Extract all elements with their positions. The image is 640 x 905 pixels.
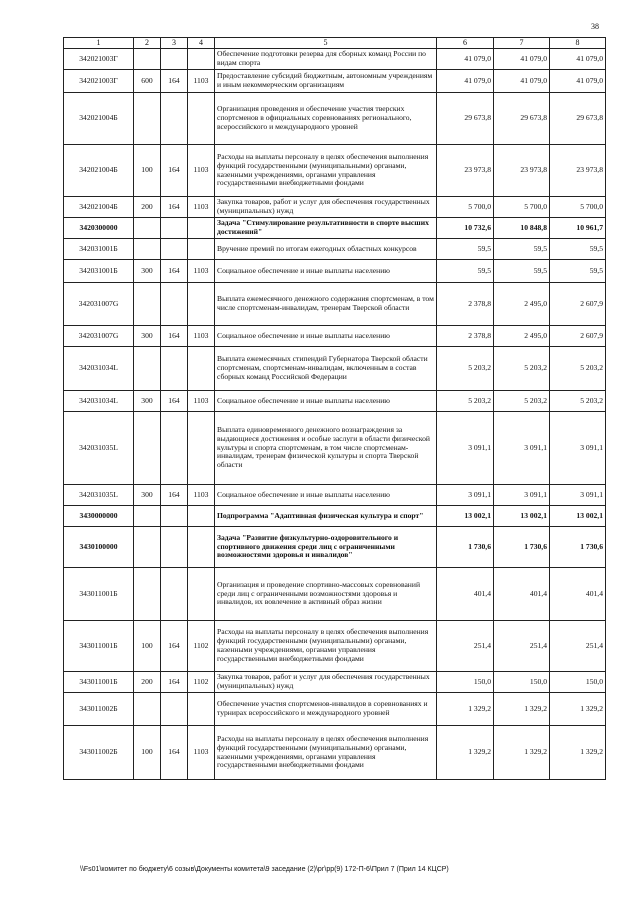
amount-year2-cell: 41 079,0 [494, 49, 550, 70]
amount-year2-cell: 1 329,2 [494, 726, 550, 780]
expense-type-cell: 200 [134, 672, 161, 693]
description-cell: Закупка товаров, работ и услуг для обеспечения государственных (муниципальных) нужд [215, 672, 437, 693]
header-cell: 5 [215, 38, 437, 49]
admin-code-cell: 164 [161, 391, 188, 412]
table-row [64, 621, 606, 672]
table-row [64, 412, 606, 485]
amount-year1-cell: 10 732,6 [437, 218, 494, 239]
section-cell: 1103 [188, 391, 215, 412]
table-row [64, 49, 606, 70]
table-row [64, 326, 606, 347]
expense-type-cell: 300 [134, 260, 161, 283]
amount-year3-cell: 2 607,9 [550, 326, 606, 347]
budget-code-cell: 342021003Г [64, 70, 134, 93]
admin-code-cell: 164 [161, 726, 188, 780]
section-cell: 1103 [188, 145, 215, 197]
expense-type-cell [134, 93, 161, 145]
header-cell: 2 [134, 38, 161, 49]
admin-code-cell [161, 49, 188, 70]
admin-code-cell [161, 93, 188, 145]
table-row [64, 485, 606, 506]
amount-year1-cell: 3 091,1 [437, 485, 494, 506]
header-cell: 8 [550, 38, 606, 49]
budget-code-cell: 342031034L [64, 391, 134, 412]
amount-year1-cell: 401,4 [437, 568, 494, 621]
description-cell: Обеспечение подготовки резерва для сборных команд России по видам спорта [215, 49, 437, 70]
amount-year2-cell: 41 079,0 [494, 70, 550, 93]
description-cell: Организация проведения и обеспечение участия тверских спортсменов в официальных соревнованиях регионального, всероссийского и международного уровней [215, 93, 437, 145]
description-cell: Социальное обеспечение и иные выплаты населению [215, 326, 437, 347]
amount-year3-cell: 41 079,0 [550, 70, 606, 93]
amount-year1-cell: 59,5 [437, 239, 494, 260]
table-body [64, 38, 606, 780]
amount-year2-cell: 29 673,8 [494, 93, 550, 145]
expense-type-cell: 100 [134, 726, 161, 780]
table-row [64, 391, 606, 412]
table-row [64, 506, 606, 527]
section-cell [188, 527, 215, 568]
amount-year3-cell: 1 730,6 [550, 527, 606, 568]
amount-year1-cell: 5 700,0 [437, 197, 494, 218]
admin-code-cell [161, 693, 188, 726]
amount-year1-cell: 5 203,2 [437, 347, 494, 391]
expense-type-cell [134, 218, 161, 239]
budget-code-cell: 342031034L [64, 347, 134, 391]
description-cell: Выплата ежемесячного денежного содержания спортсменам, в том числе спортсменам-инвалидам, тренерам Тверской области [215, 283, 437, 326]
budget-code-cell: 343011001Б [64, 672, 134, 693]
page-number: 38 [591, 22, 599, 31]
admin-code-cell [161, 239, 188, 260]
amount-year3-cell: 2 607,9 [550, 283, 606, 326]
amount-year2-cell: 59,5 [494, 239, 550, 260]
table-row [64, 70, 606, 93]
description-cell: Подпрограмма "Адаптивная физическая культура и спорт" [215, 506, 437, 527]
budget-code-cell: 342031001Б [64, 239, 134, 260]
budget-code-cell: 3430100000 [64, 527, 134, 568]
admin-code-cell: 164 [161, 70, 188, 93]
admin-code-cell [161, 412, 188, 485]
expense-type-cell [134, 412, 161, 485]
table-row [64, 218, 606, 239]
amount-year2-cell: 5 203,2 [494, 347, 550, 391]
budget-code-cell: 343011001Б [64, 621, 134, 672]
budget-code-cell: 342031035L [64, 485, 134, 506]
expense-type-cell: 600 [134, 70, 161, 93]
section-cell [188, 239, 215, 260]
expense-type-cell: 200 [134, 197, 161, 218]
table-row [64, 197, 606, 218]
amount-year2-cell: 3 091,1 [494, 485, 550, 506]
table-row [64, 527, 606, 568]
amount-year2-cell: 2 495,0 [494, 326, 550, 347]
description-cell: Предоставление субсидий бюджетным, автономным учреждениям и иным некоммерческим организациям [215, 70, 437, 93]
budget-code-cell: 343011002Б [64, 726, 134, 780]
section-cell: 1103 [188, 485, 215, 506]
expense-type-cell: 100 [134, 621, 161, 672]
description-cell: Задача "Развитие физкультурно-оздоровительного и спортивного движения среди лиц с ограниченными возможностями здоровья и инвалидов" [215, 527, 437, 568]
admin-code-cell: 164 [161, 197, 188, 218]
expense-type-cell: 300 [134, 391, 161, 412]
budget-table [63, 37, 606, 780]
description-cell: Задача "Стимулирование результативности в спорте высших достижений" [215, 218, 437, 239]
amount-year3-cell: 150,0 [550, 672, 606, 693]
expense-type-cell [134, 693, 161, 726]
amount-year3-cell: 10 961,7 [550, 218, 606, 239]
amount-year3-cell: 23 973,8 [550, 145, 606, 197]
amount-year2-cell: 1 329,2 [494, 693, 550, 726]
budget-code-cell: 342021004Б [64, 197, 134, 218]
expense-type-cell: 100 [134, 145, 161, 197]
admin-code-cell: 164 [161, 621, 188, 672]
amount-year1-cell: 2 378,8 [437, 283, 494, 326]
description-cell: Организация и проведение спортивно-массовых соревнований среди лиц с ограниченными возможностями здоровья и инвалидов, их вовлечение в активный образ жизни [215, 568, 437, 621]
expense-type-cell [134, 568, 161, 621]
expense-type-cell: 300 [134, 326, 161, 347]
budget-code-cell: 342021003Г [64, 49, 134, 70]
section-cell [188, 49, 215, 70]
amount-year1-cell: 23 973,8 [437, 145, 494, 197]
table-row [64, 283, 606, 326]
section-cell [188, 347, 215, 391]
amount-year2-cell: 401,4 [494, 568, 550, 621]
amount-year1-cell: 1 329,2 [437, 726, 494, 780]
amount-year2-cell: 150,0 [494, 672, 550, 693]
amount-year3-cell: 59,5 [550, 260, 606, 283]
budget-code-cell: 342031001Б [64, 260, 134, 283]
amount-year3-cell: 5 700,0 [550, 197, 606, 218]
amount-year2-cell: 23 973,8 [494, 145, 550, 197]
amount-year1-cell: 251,4 [437, 621, 494, 672]
description-cell: Выплата единовременного денежного вознаграждения за выдающиеся достижения и особые заслуги в области физической культуры и спорта спортсменам, в том числе спортсменам-инвалидам, тренерам физической культуры и спорта Тверской области [215, 412, 437, 485]
amount-year2-cell: 5 700,0 [494, 197, 550, 218]
description-cell: Обеспечение участия спортсменов-инвалидов в соревнованиях и турнирах всероссийского и международного уровней [215, 693, 437, 726]
budget-code-cell: 3430000000 [64, 506, 134, 527]
header-cell: 1 [64, 38, 134, 49]
amount-year3-cell: 401,4 [550, 568, 606, 621]
admin-code-cell: 164 [161, 260, 188, 283]
amount-year3-cell: 41 079,0 [550, 49, 606, 70]
amount-year3-cell: 5 203,2 [550, 391, 606, 412]
amount-year2-cell: 5 203,2 [494, 391, 550, 412]
table-header-row [64, 38, 606, 49]
amount-year1-cell: 1 730,6 [437, 527, 494, 568]
admin-code-cell [161, 506, 188, 527]
amount-year1-cell: 29 673,8 [437, 93, 494, 145]
section-cell: 1103 [188, 197, 215, 218]
budget-code-cell: 342021004Б [64, 145, 134, 197]
amount-year1-cell: 2 378,8 [437, 326, 494, 347]
amount-year1-cell: 41 079,0 [437, 49, 494, 70]
section-cell [188, 93, 215, 145]
section-cell: 1102 [188, 672, 215, 693]
budget-code-cell: 342031035L [64, 412, 134, 485]
budget-code-cell: 343011001Б [64, 568, 134, 621]
section-cell [188, 506, 215, 527]
amount-year3-cell: 251,4 [550, 621, 606, 672]
amount-year1-cell: 13 002,1 [437, 506, 494, 527]
expense-type-cell [134, 49, 161, 70]
section-cell [188, 412, 215, 485]
amount-year1-cell: 150,0 [437, 672, 494, 693]
section-cell: 1103 [188, 326, 215, 347]
amount-year3-cell: 1 329,2 [550, 726, 606, 780]
budget-code-cell: 343011002Б [64, 693, 134, 726]
description-cell: Расходы на выплаты персоналу в целях обеспечения выполнения функций государственными (муниципальными) органами, казенными учреждениями, органами управления государственными внебюджетными фондами [215, 621, 437, 672]
amount-year1-cell: 5 203,2 [437, 391, 494, 412]
admin-code-cell [161, 527, 188, 568]
description-cell: Социальное обеспечение и иные выплаты населению [215, 485, 437, 506]
description-cell: Расходы на выплаты персоналу в целях обеспечения выполнения функций государственными (муниципальными) органами, казенными учреждениями, органами управления государственными внебюджетными фондами [215, 145, 437, 197]
table-row [64, 145, 606, 197]
amount-year3-cell: 5 203,2 [550, 347, 606, 391]
amount-year3-cell: 13 002,1 [550, 506, 606, 527]
amount-year2-cell: 1 730,6 [494, 527, 550, 568]
amount-year1-cell: 59,5 [437, 260, 494, 283]
amount-year2-cell: 59,5 [494, 260, 550, 283]
amount-year3-cell: 59,5 [550, 239, 606, 260]
admin-code-cell: 164 [161, 145, 188, 197]
description-cell: Социальное обеспечение и иные выплаты населению [215, 391, 437, 412]
description-cell: Выплата ежемесячных стипендий Губернатора Тверской области спортсменам, спортсменам-инвалидам, включенным в состав сборных команд Российской Федерации [215, 347, 437, 391]
file-path-footer: \\Fs01\комитет по бюджету\6 созыв\Документы комитета\9 заседание (2)\рг\рр(9) 172-П-6\Прил 7 (Прил 14 КЦСР) [80, 866, 449, 873]
description-cell: Закупка товаров, работ и услуг для обеспечения государственных (муниципальных) нужд [215, 197, 437, 218]
amount-year3-cell: 3 091,1 [550, 412, 606, 485]
expense-type-cell [134, 347, 161, 391]
admin-code-cell [161, 347, 188, 391]
expense-type-cell: 300 [134, 485, 161, 506]
budget-code-cell: 342031007G [64, 283, 134, 326]
table-row [64, 568, 606, 621]
section-cell [188, 568, 215, 621]
table-row [64, 726, 606, 780]
expense-type-cell [134, 527, 161, 568]
description-cell: Расходы на выплаты персоналу в целях обеспечения выполнения функций государственными (муниципальными) органами, казенными учреждениями, органами управления государственными внебюджетными фондами [215, 726, 437, 780]
table-row [64, 693, 606, 726]
section-cell: 1103 [188, 70, 215, 93]
amount-year2-cell: 13 002,1 [494, 506, 550, 527]
section-cell [188, 218, 215, 239]
amount-year2-cell: 251,4 [494, 621, 550, 672]
amount-year2-cell: 2 495,0 [494, 283, 550, 326]
amount-year2-cell: 3 091,1 [494, 412, 550, 485]
header-cell: 6 [437, 38, 494, 49]
admin-code-cell [161, 218, 188, 239]
amount-year2-cell: 10 848,8 [494, 218, 550, 239]
section-cell: 1103 [188, 726, 215, 780]
expense-type-cell [134, 239, 161, 260]
amount-year1-cell: 41 079,0 [437, 70, 494, 93]
expense-type-cell [134, 506, 161, 527]
admin-code-cell: 164 [161, 326, 188, 347]
budget-code-cell: 342021004Б [64, 93, 134, 145]
header-cell: 7 [494, 38, 550, 49]
amount-year1-cell: 3 091,1 [437, 412, 494, 485]
description-cell: Социальное обеспечение и иные выплаты населению [215, 260, 437, 283]
admin-code-cell: 164 [161, 485, 188, 506]
table-row [64, 93, 606, 145]
expense-type-cell [134, 283, 161, 326]
amount-year3-cell: 1 329,2 [550, 693, 606, 726]
section-cell: 1102 [188, 621, 215, 672]
admin-code-cell: 164 [161, 672, 188, 693]
header-cell: 4 [188, 38, 215, 49]
budget-code-cell: 342031007G [64, 326, 134, 347]
amount-year1-cell: 1 329,2 [437, 693, 494, 726]
budget-code-cell: 3420300000 [64, 218, 134, 239]
header-cell: 3 [161, 38, 188, 49]
table-row [64, 672, 606, 693]
amount-year3-cell: 29 673,8 [550, 93, 606, 145]
section-cell [188, 693, 215, 726]
section-cell: 1103 [188, 260, 215, 283]
admin-code-cell [161, 568, 188, 621]
admin-code-cell [161, 283, 188, 326]
amount-year3-cell: 3 091,1 [550, 485, 606, 506]
section-cell [188, 283, 215, 326]
table-row [64, 347, 606, 391]
table-row [64, 239, 606, 260]
table-row [64, 260, 606, 283]
description-cell: Вручение премий по итогам ежегодных областных конкурсов [215, 239, 437, 260]
